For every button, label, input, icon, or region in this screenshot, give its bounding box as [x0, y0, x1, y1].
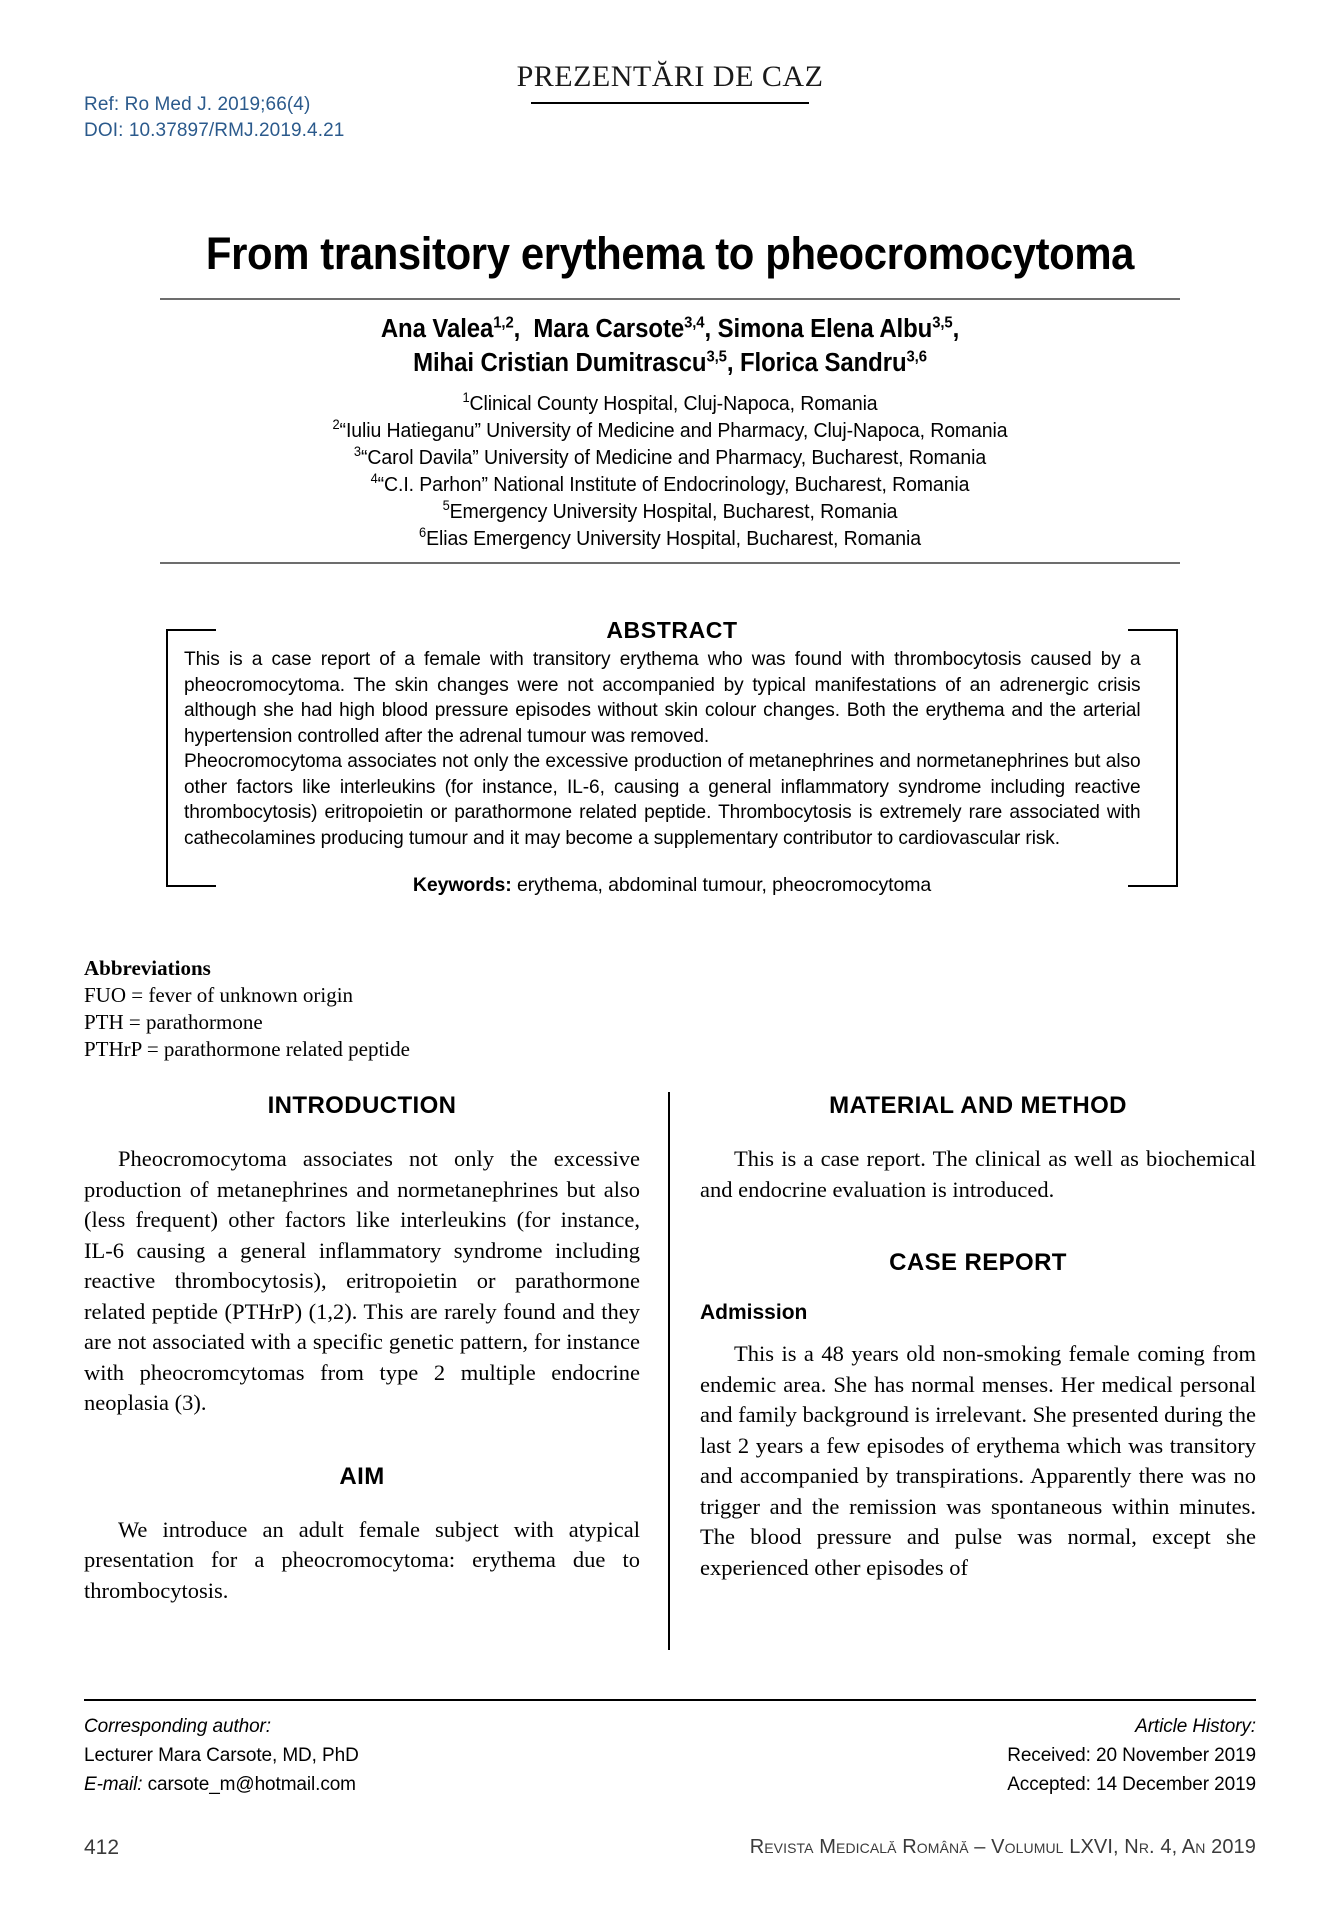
title-block [160, 228, 1180, 564]
affiliation-marker: 2 [332, 417, 340, 433]
abstract-paragraph: This is a case report of a female with transitory erythema who was found with thrombocytosis caused by a pheocromocytoma. The skin changes were not accompanied by typical manifestations of an adrenergic crisis although she had high blood pressure episodes without skin colour changes. Both the erythema and the arterial hypertension controlled after the adrenal tumour was removed. [184, 648, 1141, 747]
affiliation-item [186, 417, 1155, 444]
running-head: PREZENTĂRI DE CAZ [516, 60, 824, 93]
abbreviations-section [84, 955, 604, 1063]
aim-paragraph: We introduce an adult female subject with atypical presentation for a pheocromocytoma: erythema due to thrombocytosis. [84, 1516, 640, 1603]
affiliation-marker: 3 [353, 444, 361, 460]
title-divider [160, 298, 1180, 300]
right-column [700, 1092, 1256, 1583]
page-title: From transitory erythema to pheocromocytoma [205, 228, 1135, 279]
affiliations-list [186, 390, 1155, 552]
article-history-label: Article History: [1135, 1716, 1256, 1737]
authors-line-1: Ana Valea$^{1,2}$, Mara Carsote$^{3,4}$, Simona Elena Albu$^{3,5}$, [380, 314, 960, 343]
author-name: Ana Valea [380, 315, 494, 343]
author-affil-marker: 3,4 [684, 314, 705, 332]
corresponding-author-block [84, 1712, 644, 1799]
journal-ref: Ref: Ro Med J. 2019;66(4) [84, 94, 311, 115]
abstract-heading: ABSTRACT [590, 617, 753, 644]
author-name: Mara Carsote [533, 315, 685, 343]
authors-line-2: Mihai Cristian Dumitrascu$^{3,5}$, Florica Sandru$^{3,6}$ [413, 348, 927, 377]
abbreviations-title: Abbreviations [84, 956, 211, 980]
affiliation-text: Elias Emergency University Hospital, Bucharest, Romania [426, 527, 921, 550]
author-affil-marker: 3,5 [932, 314, 953, 332]
affiliations-divider [160, 562, 1180, 564]
abstract-box [166, 629, 1178, 896]
affiliation-text: “Carol Davila” University of Medicine and Pharmacy, Bucharest, Romania [360, 446, 987, 469]
authors-list [191, 312, 1150, 380]
affiliation-marker: 5 [442, 498, 450, 514]
affiliation-item [186, 471, 1155, 498]
affiliation-text: Emergency University Hospital, Bucharest, Romania [449, 500, 898, 523]
material-paragraph: This is a case report. The clinical as well as biochemical and endocrine evaluation is introduced. [700, 1146, 1256, 1202]
article-history-block [696, 1712, 1256, 1799]
affiliation-marker: 1 [462, 390, 470, 406]
running-head-rule [531, 102, 809, 104]
affiliation-item [186, 498, 1155, 525]
section-heading-material-and-method: MATERIAL AND METHOD [829, 1092, 1127, 1119]
abstract-paragraph: Pheocromocytoma associates not only the excessive production of metanephrines and normetanephrines but also other factors like interleukins (for instance, IL-6, causing a general inflammatory syndrome including reactive thrombocytosis) eritropoietin or parathormone related peptide. Thrombocytosis is extremely rare associated with cathecolamines producing tumour and it may become a supplementary contributor to cardiovascular risk. [184, 750, 1141, 849]
accepted-date: Accepted: 14 December 2019 [1007, 1774, 1256, 1795]
author-name: Florica Sandru [739, 349, 907, 377]
introduction-paragraph: Pheocromocytoma associates not only the excessive production of metanephrines and normetanephrines but also (less frequent) other factors like interleukins (for instance, IL-6 causing a general inflammatory syndrome including reactive thrombocytosis), eritropoietin or parathormone related peptide (PTHrP) (1,2). This are rarely found and they are not associated with a specific genetic pattern, for instance with pheocromcytomas from type 2 multiple endocrine neoplasia (3). [84, 1146, 640, 1415]
received-date: Received: 20 November 2019 [1007, 1745, 1256, 1766]
affiliation-item [186, 390, 1155, 417]
left-column [84, 1092, 640, 1606]
affiliation-marker: 4 [370, 471, 378, 487]
corresponding-author-label: Corresponding author: [84, 1716, 271, 1737]
journal-footer-line: Revista Medicală Română – Volumul LXVI, Nr. 4, An 2019 [749, 1836, 1256, 1858]
email-value[interactable]: carsote_m@hotmail.com [142, 1774, 356, 1795]
page-number: 412 [84, 1836, 120, 1859]
affiliation-item [186, 444, 1155, 471]
reference-block [84, 92, 344, 144]
author-affil-marker: 1,2 [493, 314, 514, 332]
keywords [399, 872, 945, 898]
body-columns [84, 1092, 1256, 1652]
corresponding-author-name: Lecturer Mara Carsote, MD, PhD [84, 1745, 359, 1766]
affiliation-item [186, 525, 1155, 552]
author-affil-marker: 3,5 [706, 348, 727, 366]
keywords-row [168, 872, 1176, 898]
admission-paragraph: This is a 48 years old non-smoking female coming from endemic area. She has normal menses. Her medical personal and family background is irrelevant. She presented during the last 2 years a few episodes of erythema which was transitory and accompanied by transpirations. Apparently there was no trigger and the remission was spontaneous within minutes. The blood pressure and pulse was normal, except she experienced other episodes of [700, 1341, 1256, 1580]
keywords-label: Keywords: [412, 874, 512, 896]
footer-divider [84, 1699, 1256, 1701]
abbreviation-item: PTHrP = parathormone related peptide [84, 1037, 410, 1061]
abbreviation-item: PTH = parathormone [84, 1010, 263, 1034]
abstract-section [166, 617, 1178, 896]
abbreviation-item: FUO = fever of unknown origin [84, 983, 354, 1007]
section-heading-case-report: CASE REPORT [889, 1249, 1067, 1276]
author-name: Mihai Cristian Dumitrascu [413, 349, 707, 377]
masthead [84, 60, 1256, 150]
abstract-body [184, 647, 1140, 851]
affiliation-text: “C.I. Parhon” National Institute of Endocrinology, Bucharest, Romania [377, 473, 970, 496]
section-heading-introduction: INTRODUCTION [267, 1092, 457, 1119]
email-label: E-mail: [84, 1774, 143, 1795]
affiliation-text: “Iuliu Hatieganu” University of Medicine and Pharmacy, Cluj-Napoca, Romania [339, 419, 1008, 442]
column-divider [668, 1092, 670, 1650]
affiliation-text: Clinical County Hospital, Cluj-Napoca, Romania [469, 392, 878, 415]
section-heading-aim: AIM [339, 1462, 385, 1490]
author-affil-marker: 3,6 [906, 348, 927, 366]
corresponding-author-email-row [84, 1770, 644, 1799]
affiliation-marker: 6 [419, 525, 427, 541]
subsection-heading-admission: Admission [700, 1301, 808, 1324]
doi-line: DOI: 10.37897/RMJ.2019.4.21 [84, 120, 345, 141]
author-name: Simona Elena Albu [717, 315, 933, 343]
keywords-value: erythema, abdominal tumour, pheocromocytoma [511, 874, 932, 896]
